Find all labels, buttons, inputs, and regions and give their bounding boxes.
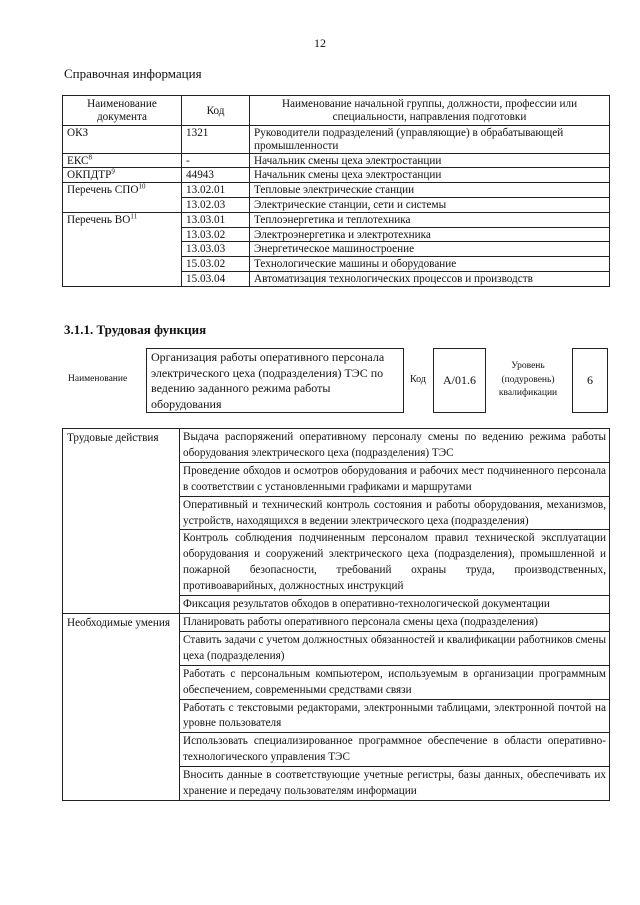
skill-item: Планировать работы оперативного персонала смены цеха (подразделения) [180, 613, 610, 631]
qualification-level-value: 6 [587, 373, 593, 387]
table-row [63, 212, 610, 227]
row-name: Тепловые электрические станции [250, 183, 610, 198]
row-code: 13.03.02 [182, 227, 250, 242]
function-name-label: Наименование [68, 374, 128, 384]
table-row [63, 168, 610, 183]
skill-item: Ставить задачи с учетом должностных обязанностей и квалификации работников смены цеха (подразделения) [180, 631, 610, 665]
function-code-box [433, 348, 486, 413]
skill-item: Работать с текстовыми редакторами, электронными таблицами, электронной почтой на уровне пользователя [180, 699, 610, 733]
table-row [63, 183, 610, 198]
page-number: 12 [314, 36, 326, 50]
row-document: Перечень ВО$^{11}$ [63, 212, 182, 286]
labor-action-item: Контроль соблюдения подчиненным персоналом правил технической эксплуатации оборудования и сооружений электрического цеха (подразделения), промышленной и пожарной безопасности, требований охраны труда, производственных, противоаварийных, должностных инструкций [180, 530, 610, 596]
row-document: ОКЗ [63, 126, 182, 154]
row-name: Автоматизация технологических процессов и производств [250, 271, 610, 286]
row-document: ОКПДТР$^9$ [63, 168, 182, 183]
required-skills-label: Необходимые умения [63, 613, 180, 800]
row-name: Технологические машины и оборудование [250, 257, 610, 272]
labor-action-item: Оперативный и технический контроль состояния и работы оборудования, механизмов, устройств, находящихся в ведении электрического цеха (подразделения) [180, 496, 610, 530]
table-row [63, 126, 610, 154]
row-code: 13.02.01 [182, 183, 250, 198]
header-document: Наименование документа [63, 96, 182, 126]
row-name: Энергетическое машиностроение [250, 242, 610, 257]
labor-function-table [62, 428, 610, 801]
header-occupation-name: Наименование начальной группы, должности, профессии или специальности, направления подготовки [250, 96, 610, 126]
table-row [63, 613, 610, 631]
row-code: - [182, 153, 250, 168]
row-code: 13.03.01 [182, 212, 250, 227]
row-code: 15.03.04 [182, 271, 250, 286]
reference-table-header [63, 96, 610, 126]
function-code-label: Код [410, 374, 426, 385]
row-document: ЕКС$^8$ [63, 153, 182, 168]
qualification-level-label: Уровень (подуровень) квалификации [498, 361, 558, 398]
skill-item: Работать с персональным компьютером, используемым в организации программным обеспечением, современными средствами связи [180, 665, 610, 699]
reference-table [62, 95, 610, 287]
section-title: 3.1.1. Трудовая функция [64, 322, 207, 337]
row-code: 44943 [182, 168, 250, 183]
qualification-level-box [572, 348, 608, 413]
table-row [63, 429, 610, 463]
skill-item: Вносить данные в соответствующие учетные регистры, базы данных, обеспечивать их хранение и передачу пользователям информации [180, 767, 610, 801]
labor-actions-label: Трудовые действия [63, 429, 180, 614]
header-code: Код [182, 96, 250, 126]
function-name-box: Организация работы оперативного персонала электрического цеха (подразделения) ТЭС по ведению заданного режима работы оборудования [146, 348, 404, 413]
row-name: Теплоэнергетика и теплотехника [250, 212, 610, 227]
row-code: 13.03.03 [182, 242, 250, 257]
row-code: 13.02.03 [182, 197, 250, 212]
labor-action-item: Выдача распоряжений оперативному персоналу смены по ведению режима работы оборудования электрического цеха (подразделения) ТЭС [180, 429, 610, 463]
skill-item: Использовать специализированное программное обеспечение в области оперативно-технологического управления ТЭС [180, 733, 610, 767]
labor-action-item: Фиксация результатов обходов в оперативно-технологической документации [180, 596, 610, 614]
row-code: 15.03.02 [182, 257, 250, 272]
row-name: Электрические станции, сети и системы [250, 197, 610, 212]
row-name: Руководители подразделений (управляющие) в обрабатывающей промышленности [250, 126, 610, 154]
function-code-value: А/01.6 [443, 373, 476, 387]
row-name: Электроэнергетика и электротехника [250, 227, 610, 242]
labor-action-item: Проведение обходов и осмотров оборудования и рабочих мест подчиненного персонала в соответствии с установленными графиками и маршрутами [180, 462, 610, 496]
table-row [63, 153, 610, 168]
row-name: Начальник смены цеха электростанции [250, 153, 610, 168]
row-document: Перечень СПО$^{10}$ [63, 183, 182, 213]
row-code: 1321 [182, 126, 250, 154]
row-name: Начальник смены цеха электростанции [250, 168, 610, 183]
reference-info-title: Справочная информация [64, 66, 202, 81]
